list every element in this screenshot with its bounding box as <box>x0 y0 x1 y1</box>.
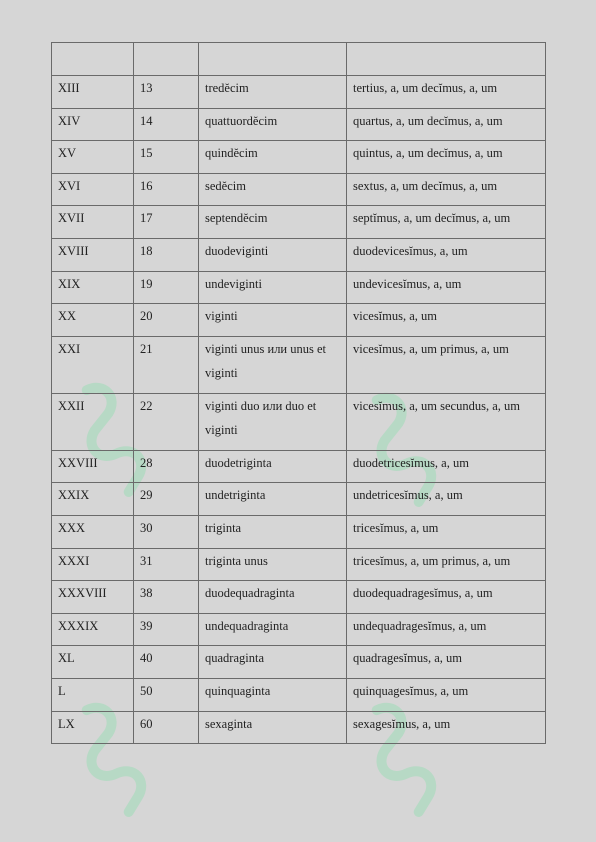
cardinal-cell: sedĕcim <box>199 173 347 206</box>
cardinal-cell: viginti duo или duo et viginti <box>199 393 347 450</box>
table-row <box>52 548 546 581</box>
table-row <box>52 450 546 483</box>
ordinal-cell: quadragesĭmus, a, um <box>347 646 546 679</box>
ordinal-cell: vicesĭmus, a, um primus, a, um <box>347 336 546 393</box>
arabic-numeral-cell: 39 <box>134 613 199 646</box>
cardinal-cell: septendĕcim <box>199 206 347 239</box>
ordinal-cell: undetricesĭmus, a, um <box>347 483 546 516</box>
numerals-table-body <box>52 43 546 744</box>
ordinal-cell: tertius, a, um decĭmus, a, um <box>347 76 546 109</box>
roman-numeral-cell: XXIX <box>52 483 134 516</box>
roman-numeral-cell: XIII <box>52 76 134 109</box>
ordinal-cell: sextus, a, um decĭmus, a, um <box>347 173 546 206</box>
roman-numeral-cell: XX <box>52 304 134 337</box>
table-row <box>52 108 546 141</box>
header-cell <box>134 43 199 76</box>
table-row <box>52 76 546 109</box>
roman-numeral-cell: XVII <box>52 206 134 239</box>
roman-numeral-cell: XXI <box>52 336 134 393</box>
table-row <box>52 238 546 271</box>
ordinal-cell: quartus, a, um decĭmus, a, um <box>347 108 546 141</box>
table-row <box>52 581 546 614</box>
header-cell <box>52 43 134 76</box>
table-row <box>52 711 546 744</box>
roman-numeral-cell: XVIII <box>52 238 134 271</box>
cardinal-cell: duodetriginta <box>199 450 347 483</box>
table-row <box>52 393 546 450</box>
arabic-numeral-cell: 40 <box>134 646 199 679</box>
table-row <box>52 646 546 679</box>
arabic-numeral-cell: 31 <box>134 548 199 581</box>
cardinal-cell: undeviginti <box>199 271 347 304</box>
roman-numeral-cell: XXXIX <box>52 613 134 646</box>
roman-numeral-cell: L <box>52 678 134 711</box>
ordinal-cell: duodetricesĭmus, a, um <box>347 450 546 483</box>
table-row <box>52 206 546 239</box>
cardinal-cell: viginti <box>199 304 347 337</box>
ordinal-cell: quinquagesĭmus, a, um <box>347 678 546 711</box>
cardinal-cell: undetriginta <box>199 483 347 516</box>
ordinal-cell: sexagesĭmus, a, um <box>347 711 546 744</box>
roman-numeral-cell: XL <box>52 646 134 679</box>
arabic-numeral-cell: 19 <box>134 271 199 304</box>
arabic-numeral-cell: 21 <box>134 336 199 393</box>
arabic-numeral-cell: 14 <box>134 108 199 141</box>
roman-numeral-cell: XXVIII <box>52 450 134 483</box>
arabic-numeral-cell: 18 <box>134 238 199 271</box>
table-header-row <box>52 43 546 76</box>
roman-numeral-cell: XXXVIII <box>52 581 134 614</box>
table-row <box>52 613 546 646</box>
table-row <box>52 271 546 304</box>
roman-numeral-cell: XXXI <box>52 548 134 581</box>
arabic-numeral-cell: 29 <box>134 483 199 516</box>
cardinal-cell: triginta <box>199 515 347 548</box>
roman-numeral-cell: LX <box>52 711 134 744</box>
roman-numeral-cell: XXX <box>52 515 134 548</box>
table-row <box>52 483 546 516</box>
cardinal-cell: duodeviginti <box>199 238 347 271</box>
cardinal-cell: quinquaginta <box>199 678 347 711</box>
header-cell <box>347 43 546 76</box>
cardinal-cell: quindĕcim <box>199 141 347 174</box>
arabic-numeral-cell: 13 <box>134 76 199 109</box>
table-row <box>52 304 546 337</box>
arabic-numeral-cell: 38 <box>134 581 199 614</box>
cardinal-cell: tredĕcim <box>199 76 347 109</box>
ordinal-cell: septĭmus, a, um decĭmus, a, um <box>347 206 546 239</box>
arabic-numeral-cell: 16 <box>134 173 199 206</box>
arabic-numeral-cell: 20 <box>134 304 199 337</box>
roman-numeral-cell: XIV <box>52 108 134 141</box>
ordinal-cell: duodequadragesĭmus, a, um <box>347 581 546 614</box>
numerals-table <box>51 42 546 744</box>
cardinal-cell: undequadraginta <box>199 613 347 646</box>
cardinal-cell: quadraginta <box>199 646 347 679</box>
arabic-numeral-cell: 22 <box>134 393 199 450</box>
table-row <box>52 173 546 206</box>
ordinal-cell: tricesĭmus, a, um primus, a, um <box>347 548 546 581</box>
roman-numeral-cell: XXII <box>52 393 134 450</box>
header-cell <box>199 43 347 76</box>
arabic-numeral-cell: 50 <box>134 678 199 711</box>
arabic-numeral-cell: 28 <box>134 450 199 483</box>
cardinal-cell: sexaginta <box>199 711 347 744</box>
arabic-numeral-cell: 15 <box>134 141 199 174</box>
ordinal-cell: undequadragesĭmus, a, um <box>347 613 546 646</box>
roman-numeral-cell: XVI <box>52 173 134 206</box>
table-row <box>52 515 546 548</box>
ordinal-cell: vicesĭmus, a, um secundus, a, um <box>347 393 546 450</box>
ordinal-cell: quintus, a, um decĭmus, a, um <box>347 141 546 174</box>
table-row <box>52 141 546 174</box>
arabic-numeral-cell: 60 <box>134 711 199 744</box>
table-row <box>52 336 546 393</box>
ordinal-cell: tricesĭmus, a, um <box>347 515 546 548</box>
ordinal-cell: duodevicesĭmus, a, um <box>347 238 546 271</box>
cardinal-cell: viginti unus или unus et viginti <box>199 336 347 393</box>
arabic-numeral-cell: 30 <box>134 515 199 548</box>
cardinal-cell: triginta unus <box>199 548 347 581</box>
arabic-numeral-cell: 17 <box>134 206 199 239</box>
roman-numeral-cell: XV <box>52 141 134 174</box>
cardinal-cell: duodequadraginta <box>199 581 347 614</box>
cardinal-cell: quattuordĕcim <box>199 108 347 141</box>
roman-numeral-cell: XIX <box>52 271 134 304</box>
table-row <box>52 678 546 711</box>
ordinal-cell: vicesĭmus, a, um <box>347 304 546 337</box>
ordinal-cell: undevicesĭmus, a, um <box>347 271 546 304</box>
